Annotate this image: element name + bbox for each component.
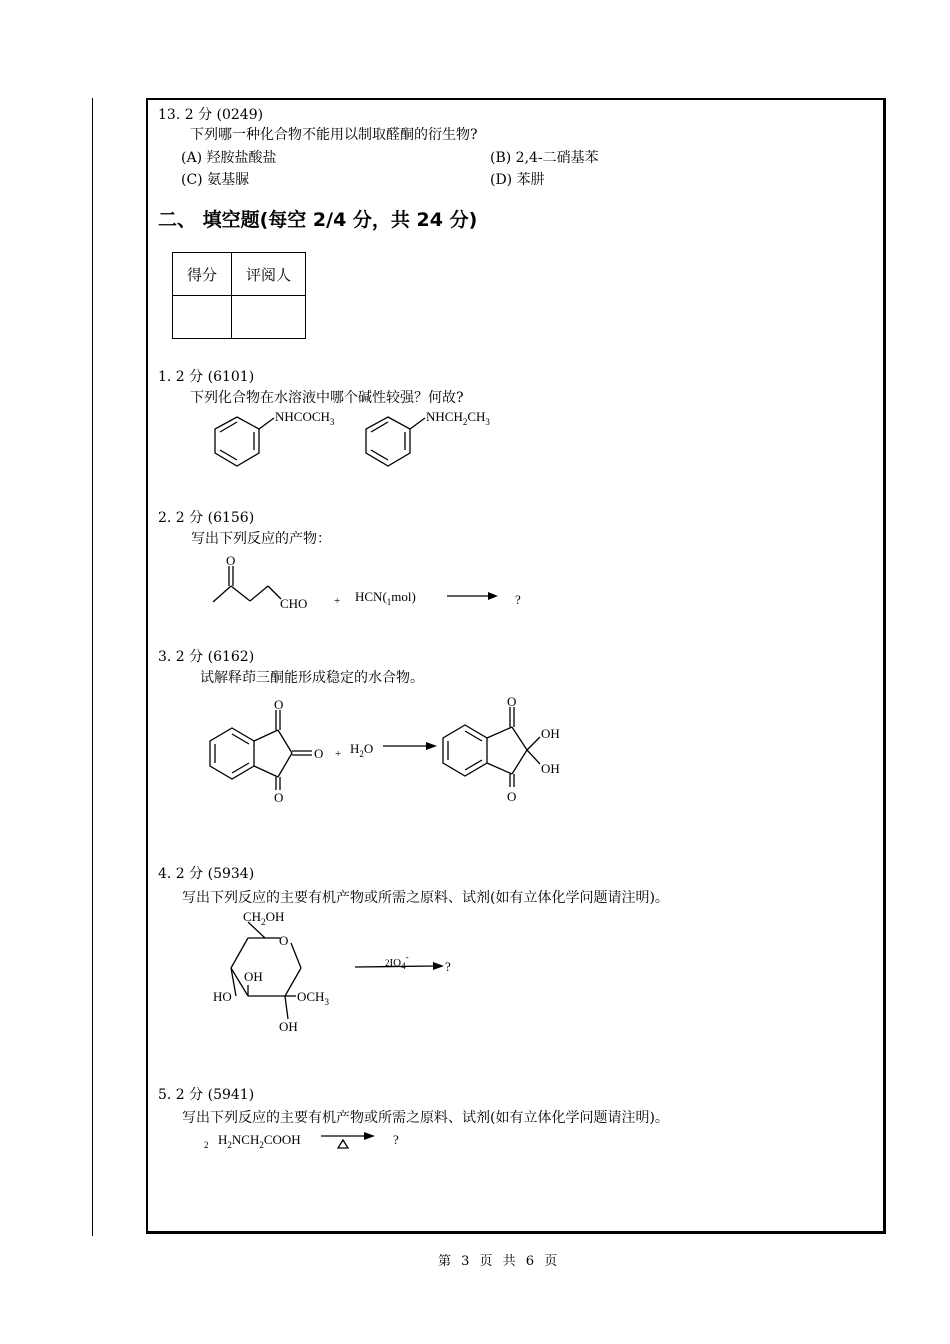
q3-plus: +	[335, 748, 342, 760]
q5-formula-2: NCH	[231, 1132, 260, 1147]
q4-oh-bottom: OH	[279, 1019, 298, 1034]
q13-stem: 下列哪一种化合物不能用以制取醛酮的衍生物?	[190, 127, 478, 143]
q13-option-a: (A) 羟胺盐酸盐	[181, 150, 277, 166]
q1-substituent-2a: NHCH	[426, 409, 463, 424]
q3-water-h: H	[350, 741, 360, 756]
q3-stem: 试解释茚三酮能形成稳定的水合物。	[200, 670, 424, 686]
q2-cho: CHO	[280, 596, 308, 611]
q5-arrow-head	[364, 1132, 375, 1140]
q3-water-o: O	[363, 741, 374, 756]
q13-option-d: (D) 苯肼	[490, 172, 545, 188]
svg-text:OCH3	[297, 989, 329, 1007]
q4-och3-a: OCH	[297, 989, 325, 1004]
q2-product: ?	[515, 592, 521, 607]
q2-plus: +	[334, 595, 341, 607]
q4-ch2oh-b: OH	[265, 909, 285, 924]
score-header: 得分	[173, 253, 232, 296]
q5-formula-3: COOH	[263, 1132, 301, 1147]
q3-o-top: O	[274, 697, 284, 712]
q13-header: 13. 2 分 (0249)	[158, 107, 264, 123]
q4-oh-c3: OH	[244, 969, 263, 984]
q4-stem: 写出下列反应的主要有机产物或所需之原料、试剂(如有立体化学问题请注明)。	[182, 890, 669, 906]
q5-stem: 写出下列反应的主要有机产物或所需之原料、试剂(如有立体化学问题请注明)。	[182, 1110, 669, 1126]
acetanilide-ring	[215, 417, 274, 466]
q3-product-o-bottom: O	[507, 789, 517, 804]
q1-substituent-2c: CH	[467, 409, 486, 424]
q1-substituent-2b: 2	[462, 417, 468, 427]
q2-carbonyl-o: O	[226, 553, 236, 568]
q1-substituent-1-sub: 3	[329, 417, 335, 427]
section-title: 二、 填空题(每空 2/4 分，共 24 分)	[158, 209, 478, 231]
q4-reagent-sup: 4	[401, 961, 406, 971]
q5-formula-1-sub: 2	[227, 1140, 232, 1150]
q2-stem: 写出下列反应的产物：	[191, 531, 331, 547]
q4-arrow-head	[433, 962, 444, 970]
q4-ch2oh-a: CH	[243, 909, 262, 924]
q5-arrow	[321, 1136, 366, 1148]
q4-reagent-charge: -	[405, 952, 409, 962]
q4-reagent-num: 2	[385, 958, 390, 968]
ethylaniline-ring	[366, 417, 425, 466]
q4-product: ?	[445, 959, 451, 974]
q3-product-o-top: O	[507, 694, 517, 709]
q3-product-oh-2: OH	[541, 761, 560, 776]
q1-substituent-2d: 3	[485, 417, 490, 427]
q2-reagent-sub: 1	[386, 597, 392, 607]
q3-o-bottom: O	[274, 790, 284, 805]
svg-text:NHCH2CH3	[426, 409, 490, 427]
svg-text:2IO4-	[385, 952, 409, 971]
q3-arrow-head	[426, 742, 437, 750]
q1-stem: 下列化合物在水溶液中哪个碱性较强？何故?	[190, 390, 464, 406]
q3-header: 3. 2 分 (6162)	[158, 649, 255, 665]
reviewer-header: 评阅人	[232, 253, 306, 296]
q13-option-b: (B) 2,4-二硝基苯	[490, 150, 599, 166]
ninhydrin-hydrate	[443, 707, 540, 787]
q1-substituent-1: NHCOCH	[275, 409, 330, 424]
q3-product-oh-1: OH	[541, 726, 560, 741]
q3-o-right: O	[314, 746, 324, 761]
q4-reagent: IO	[389, 957, 402, 969]
q2-reagent-b: mol)	[391, 589, 416, 604]
svg-text:HCN(1mol)	[355, 589, 416, 607]
q5-formula-1: H	[218, 1132, 228, 1147]
q2-reagent-a: HCN(	[355, 589, 387, 604]
q4-ho-c4: HO	[213, 989, 232, 1004]
q13-option-c: (C) 氨基脲	[181, 172, 250, 188]
q3-water-sub: 2	[359, 749, 364, 759]
q5-formula-2-sub: 2	[259, 1140, 264, 1150]
q2-header: 2. 2 分 (6156)	[158, 510, 255, 526]
svg-text:CH2OH	[243, 909, 284, 927]
svg-text:H2NCH2COOH	[218, 1132, 301, 1150]
svg-text:H2O	[350, 741, 373, 759]
svg-text:NHCOCH3	[275, 409, 335, 427]
q4-ch2oh-sub: 2	[261, 917, 266, 927]
q2-arrow-head	[488, 592, 498, 600]
q4-och3-sub: 3	[324, 997, 329, 1007]
q5-header: 5. 2 分 (5941)	[158, 1087, 255, 1103]
q5-product: ?	[393, 1132, 399, 1147]
ketoaldehyde-skeleton	[213, 566, 490, 602]
page-footer: 第 3 页 共 6 页	[438, 1254, 561, 1269]
q4-header: 4. 2 分 (5934)	[158, 866, 255, 882]
q1-header: 1. 2 分 (6101)	[158, 369, 255, 385]
q5-coefficient: 2	[204, 1140, 209, 1150]
q4-ring-o: O	[279, 933, 289, 948]
